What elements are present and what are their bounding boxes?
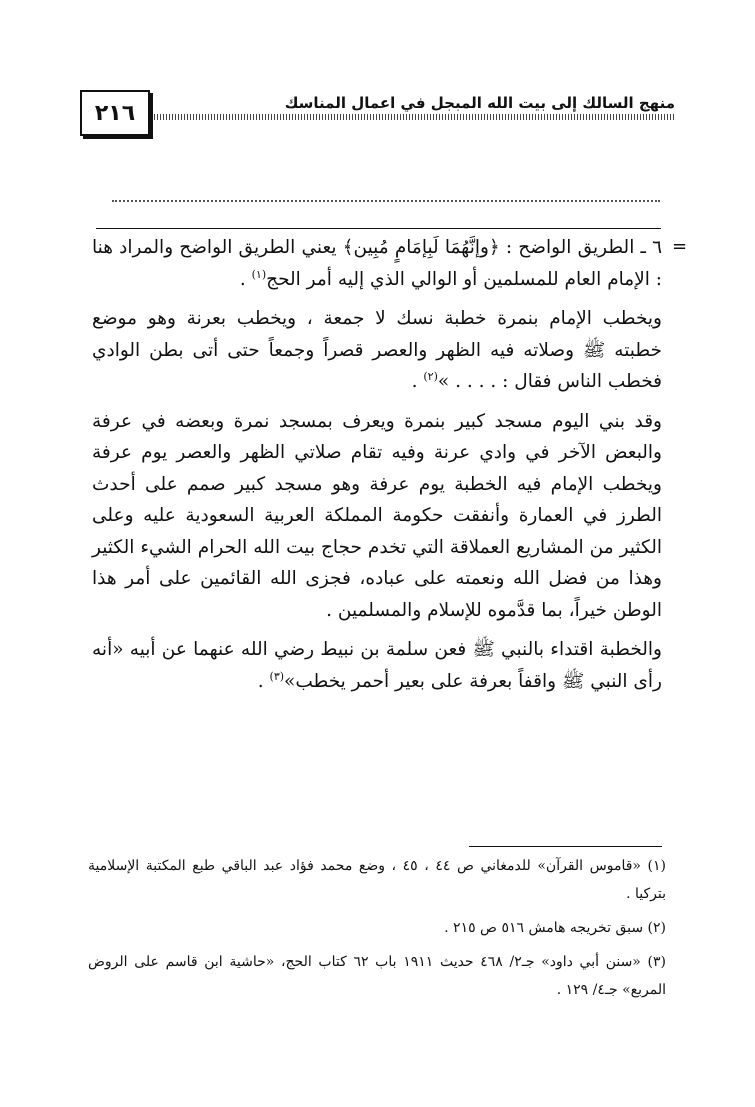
paragraph-1 [92, 303, 662, 398]
item6-end: . [239, 268, 252, 290]
item6-text: ٦ ـ الطريق الواضح : ﴿وإنَّهُمَا لَبِإمَامٍ مُبِين﴾ يعني الطريق الواضح والمراد هنا : الإمام العام للمسلمين أو الوالي الذي إليه أمر الحج [92, 237, 662, 290]
page-number: ٢١٦ [80, 90, 150, 136]
footnote-ref-1[interactable]: (١) [251, 267, 267, 281]
page-header [80, 88, 675, 138]
continuation-mark: = [672, 236, 688, 257]
paragraph-3 [92, 634, 662, 697]
footnote-1: (١) «قاموس القرآن» للدمغاني ص ٤٤ ، ٤٥ ، وضع محمد فؤاد عبد الباقي طبع المكتبة الإسلامية بتركيا . [88, 858, 666, 902]
main-text [92, 232, 662, 705]
para1-text: ويخطب الإمام بنمرة خطبة نسك لا جمعة ، ويخطب بعرنة وهو موضع خطبته ﷺ وصلاته فيه الظهر والعصر قصراً وجمعاً حتى أتى بطن الوادي فخطب الناس فقال : . . . . » [92, 308, 662, 392]
header-rule [154, 114, 675, 120]
footnote-ref-3[interactable]: (٣) [269, 669, 285, 683]
para3-end: . [257, 670, 270, 692]
para3-text: والخطبة اقتداء بالنبي ﷺ فعن سلمة بن نبيط رضي الله عنهما عن أبيه «أنه رأى النبي ﷺ واقفاً بعرفة على بعير أحمر يخطب» [92, 639, 662, 692]
paragraph-2: وقد بني اليوم مسجد كبير بنمرة ويعرف بمسجد نمرة وبعضه في عرفة والبعض الآخر في وادي عرنة وفيه تقام صلاتي الظهر والعصر يوم عرفة ويخطب الإمام فيه الخطبة يوم عرفة وهو مسجد كبير صمم على أحدث الطرز في العمارة وأنفقت حكومة المملكة العربية السعودية عليه وعلى الكثير من المشاريع العملاقة التي تخدم حجاج بيت الله الحرام الشيء الكثير وهذا من فضل الله ونعمته على عباده، فجزى الله القائمين على أمر هذا الوطن خيراً، بما قدَّموه للإسلام والمسلمين . [92, 410, 662, 621]
footnote-2: (٢) سبق تخريجه هامش ٥١٦ ص ٢١٥ . [444, 920, 666, 936]
footnotes [88, 852, 666, 1010]
footnote-ref-2[interactable]: (٢) [423, 369, 438, 383]
para1-end: . [411, 371, 424, 392]
dotted-separator [112, 200, 660, 204]
footnote-3: (٣) «سنن أبي داود» جـ٢/ ٤٦٨ حديث ١٩١١ باب ٦٢ كتاب الحج، «حاشية ابن قاسم على الروض المربع» جـ٤/ ١٢٩ . [88, 954, 667, 998]
footnote-rule [469, 846, 662, 847]
solid-separator [96, 228, 661, 229]
running-title: منهج السالك إلى بيت الله المبجل في اعمال المناسك [284, 94, 675, 112]
paragraph-item6 [92, 232, 662, 295]
